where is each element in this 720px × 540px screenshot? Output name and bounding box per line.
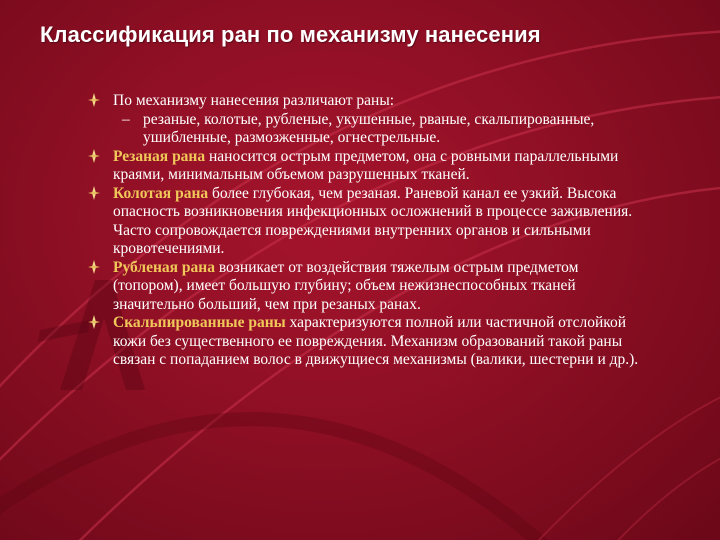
bullet-text: По механизму нанесения различают раны: <box>113 92 395 109</box>
term-highlight: Скальпированные раны <box>113 314 286 331</box>
bullet-item <box>88 259 648 315</box>
bullet-text: возникает от воздействия тяжелым острым предметом (топором), имеет большую глубину; объем нежизнеспособных тканей значительно больший, чем при резаных ранах. <box>113 258 579 313</box>
diamond-star-icon <box>88 260 100 274</box>
slide-title: Классификация ран по механизму нанесения <box>40 22 541 47</box>
bullet-text: характеризуются полной или частичной отслойкой кожи без существенного ее повреждения. Механизм образований такой раны связан с попаданием волос в движущиеся механизмы (валики, шестерни и др.). <box>113 314 639 368</box>
term-highlight: Колотая рана <box>113 184 209 202</box>
diamond-star-icon <box>88 315 100 329</box>
bullet-item <box>88 148 648 185</box>
bullet-item <box>88 92 648 148</box>
slide-body <box>88 92 648 370</box>
bullet-text: наносится острым предметом, она с ровными параллельными краями, минимальным объемом разрушенных тканей. <box>113 147 619 183</box>
bullet-text: более глубокая, чем резаная. Раневой канал ее узкий. Высока опасность возникновения инфекционных осложнений в процессе заживления. Часто сопровождается повреждениями внутренних органов и сильными кровотечениями. <box>113 184 633 257</box>
term-highlight: Резаная рана <box>113 147 206 165</box>
sub-item-text: резаные, колотые, рубленые, укушенные, рваные, скальпированные, ушибленные, размозженные, огнестрельные. <box>143 110 595 146</box>
diamond-star-icon <box>88 93 100 107</box>
term-highlight: Рубленая рана <box>113 258 215 276</box>
bullet-item <box>88 185 648 259</box>
dash-marker: – <box>122 110 130 128</box>
diamond-star-icon <box>88 149 100 163</box>
diamond-star-icon <box>88 186 100 200</box>
sub-item <box>113 111 648 148</box>
bullet-item <box>88 314 648 370</box>
